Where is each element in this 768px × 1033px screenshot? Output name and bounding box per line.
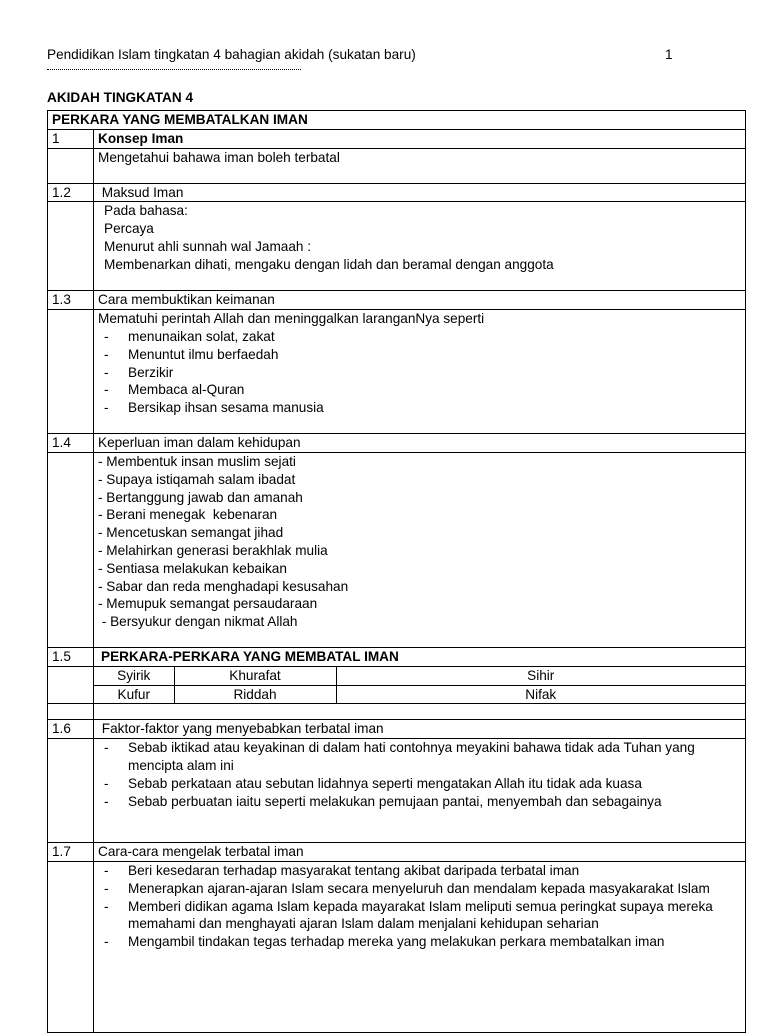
section-heading: PERKARA-PERKARA YANG MEMBATAL IMAN (94, 647, 746, 666)
section-number: 1.7 (48, 843, 94, 862)
text-line: Menurut ahli sunnah wal Jamaah : (104, 238, 312, 254)
content-table (47, 110, 746, 1033)
section-1-content-row (48, 148, 746, 183)
page-number: 1 (665, 47, 673, 62)
category-grid (94, 667, 745, 704)
list-item: - Melahirkan generasi berakhlak mulia (98, 542, 328, 558)
grid-cell: Kufur (94, 685, 174, 703)
section-1-4-heading-row (48, 434, 746, 453)
grid-cell: Syirik (94, 667, 174, 685)
section-number: 1.2 (48, 183, 94, 202)
list-item: - menunaikan solat, zakat (98, 328, 741, 346)
section-1-6-content-row (48, 739, 746, 843)
dotted-divider (47, 69, 301, 70)
dash-list (98, 862, 741, 951)
table-title-row (48, 111, 746, 130)
header-title: Pendidikan Islam tingkatan 4 bahagian akidah (sukatan baru) (47, 47, 416, 62)
section-1-7-heading-row (48, 843, 746, 862)
section-heading: Faktor-faktor yang menyebabkan terbatal iman (94, 720, 746, 739)
list-item: - Supaya istiqamah salam ibadat (98, 471, 296, 487)
section-1-2-heading-row (48, 183, 746, 202)
list-item: - Sentiasa melakukan kebaikan (98, 560, 287, 576)
list-item: - Sebab iktikad atau keyakinan di dalam hati contohnya meyakini bahawa tidak ada Tuhan yang mencipta alam ini (98, 739, 741, 775)
section-number: 1 (48, 129, 94, 148)
grid-cell: Khurafat (174, 667, 336, 685)
category-grid-cell (94, 666, 746, 704)
text-line: Pada bahasa: (104, 203, 188, 219)
list-item: - Mencetuskan semangat jihad (98, 525, 284, 541)
section-heading: Maksud Iman (94, 183, 746, 202)
list-item: - Memberi didikan agama Islam kepada mayarakat Islam meliputi semua peringkat supaya mereka memahami dan menghayati ajaran Islam dalam menjalani kehidupan seharian (98, 898, 741, 934)
list-item: - Berani menegak kebenaran (98, 507, 278, 523)
section-number: 1.5 (48, 647, 94, 666)
section-number: 1.3 (48, 291, 94, 310)
section-number: 1.6 (48, 720, 94, 739)
dash-list (98, 328, 741, 417)
table-title: PERKARA YANG MEMBATALKAN IMAN (48, 111, 746, 130)
list-item: - Sabar dan reda menghadapi kesusahan (98, 578, 349, 594)
section-1-4-content-row (48, 452, 746, 647)
section-1-3-heading-row (48, 291, 746, 310)
list-item: - Bertanggung jawab dan amanah (98, 489, 303, 505)
section-number: 1.4 (48, 434, 94, 453)
section-heading: Konsep Iman (94, 129, 746, 148)
section-1-heading-row (48, 129, 746, 148)
text-line: Membenarkan dihati, mengaku dengan lidah dan beramal dengan anggota (104, 256, 554, 272)
section-1-3-content-row (48, 310, 746, 434)
list-item: - Bersikap ihsan sesama manusia (98, 399, 741, 417)
document-title: AKIDAH TINGKATAN 4 (47, 90, 193, 105)
section-1-7-content-row (48, 861, 746, 1032)
section-1-text: Mengetahui bahawa iman boleh terbatal (94, 148, 746, 183)
section-heading: Cara membuktikan keimanan (94, 291, 746, 310)
grid-cell: Riddah (174, 685, 336, 703)
text-line: Percaya (104, 221, 154, 237)
section-1-7-content (94, 861, 746, 1032)
intro-text: Mematuhi perintah Allah dan meninggalkan laranganNya seperti (98, 311, 485, 327)
section-1-3-content (94, 310, 746, 434)
list-item: - Menerapkan ajaran-ajaran Islam secara menyeluruh dan mendalam kepada masyakarakat Islam (98, 880, 741, 898)
list-item: - Mengambil tindakan tegas terhadap mereka yang melakukan perkara membatalkan iman (98, 933, 741, 951)
section-1-2-content-row (48, 202, 746, 291)
dash-list (98, 739, 741, 810)
list-item: - Sebab perkataan atau sebutan lidahnya seperti mengatakan Allah itu tidak ada kuasa (98, 775, 741, 793)
section-1-5-grid-row (48, 666, 746, 704)
list-item: - Berzikir (98, 364, 741, 382)
grid-cell: Sihir (336, 667, 745, 685)
list-item: - Sebab perbuatan iaitu seperti melakukan pemujaan pantai, menyembah dan sebagainya (98, 793, 741, 811)
section-1-6-heading-row (48, 720, 746, 739)
section-1-2-content (94, 202, 746, 291)
section-heading: Cara-cara mengelak terbatal iman (94, 843, 746, 862)
section-1-4-content (94, 452, 746, 647)
list-item: - Membentuk insan muslim sejati (98, 453, 296, 469)
list-item: - Memupuk semangat persaudaraan (98, 596, 318, 612)
grid-cell: Nifak (336, 685, 745, 703)
section-1-6-content (94, 739, 746, 843)
list-item: - Menuntut ilmu berfaedah (98, 346, 741, 364)
list-item: - Membaca al-Quran (98, 381, 741, 399)
list-item: - Bersyukur dengan nikmat Allah (98, 614, 298, 630)
list-item: - Beri kesedaran terhadap masyarakat tentang akibat daripada terbatal iman (98, 862, 741, 880)
blank-row (48, 704, 746, 720)
section-heading: Keperluan iman dalam kehidupan (94, 434, 746, 453)
section-1-5-heading-row (48, 647, 746, 666)
